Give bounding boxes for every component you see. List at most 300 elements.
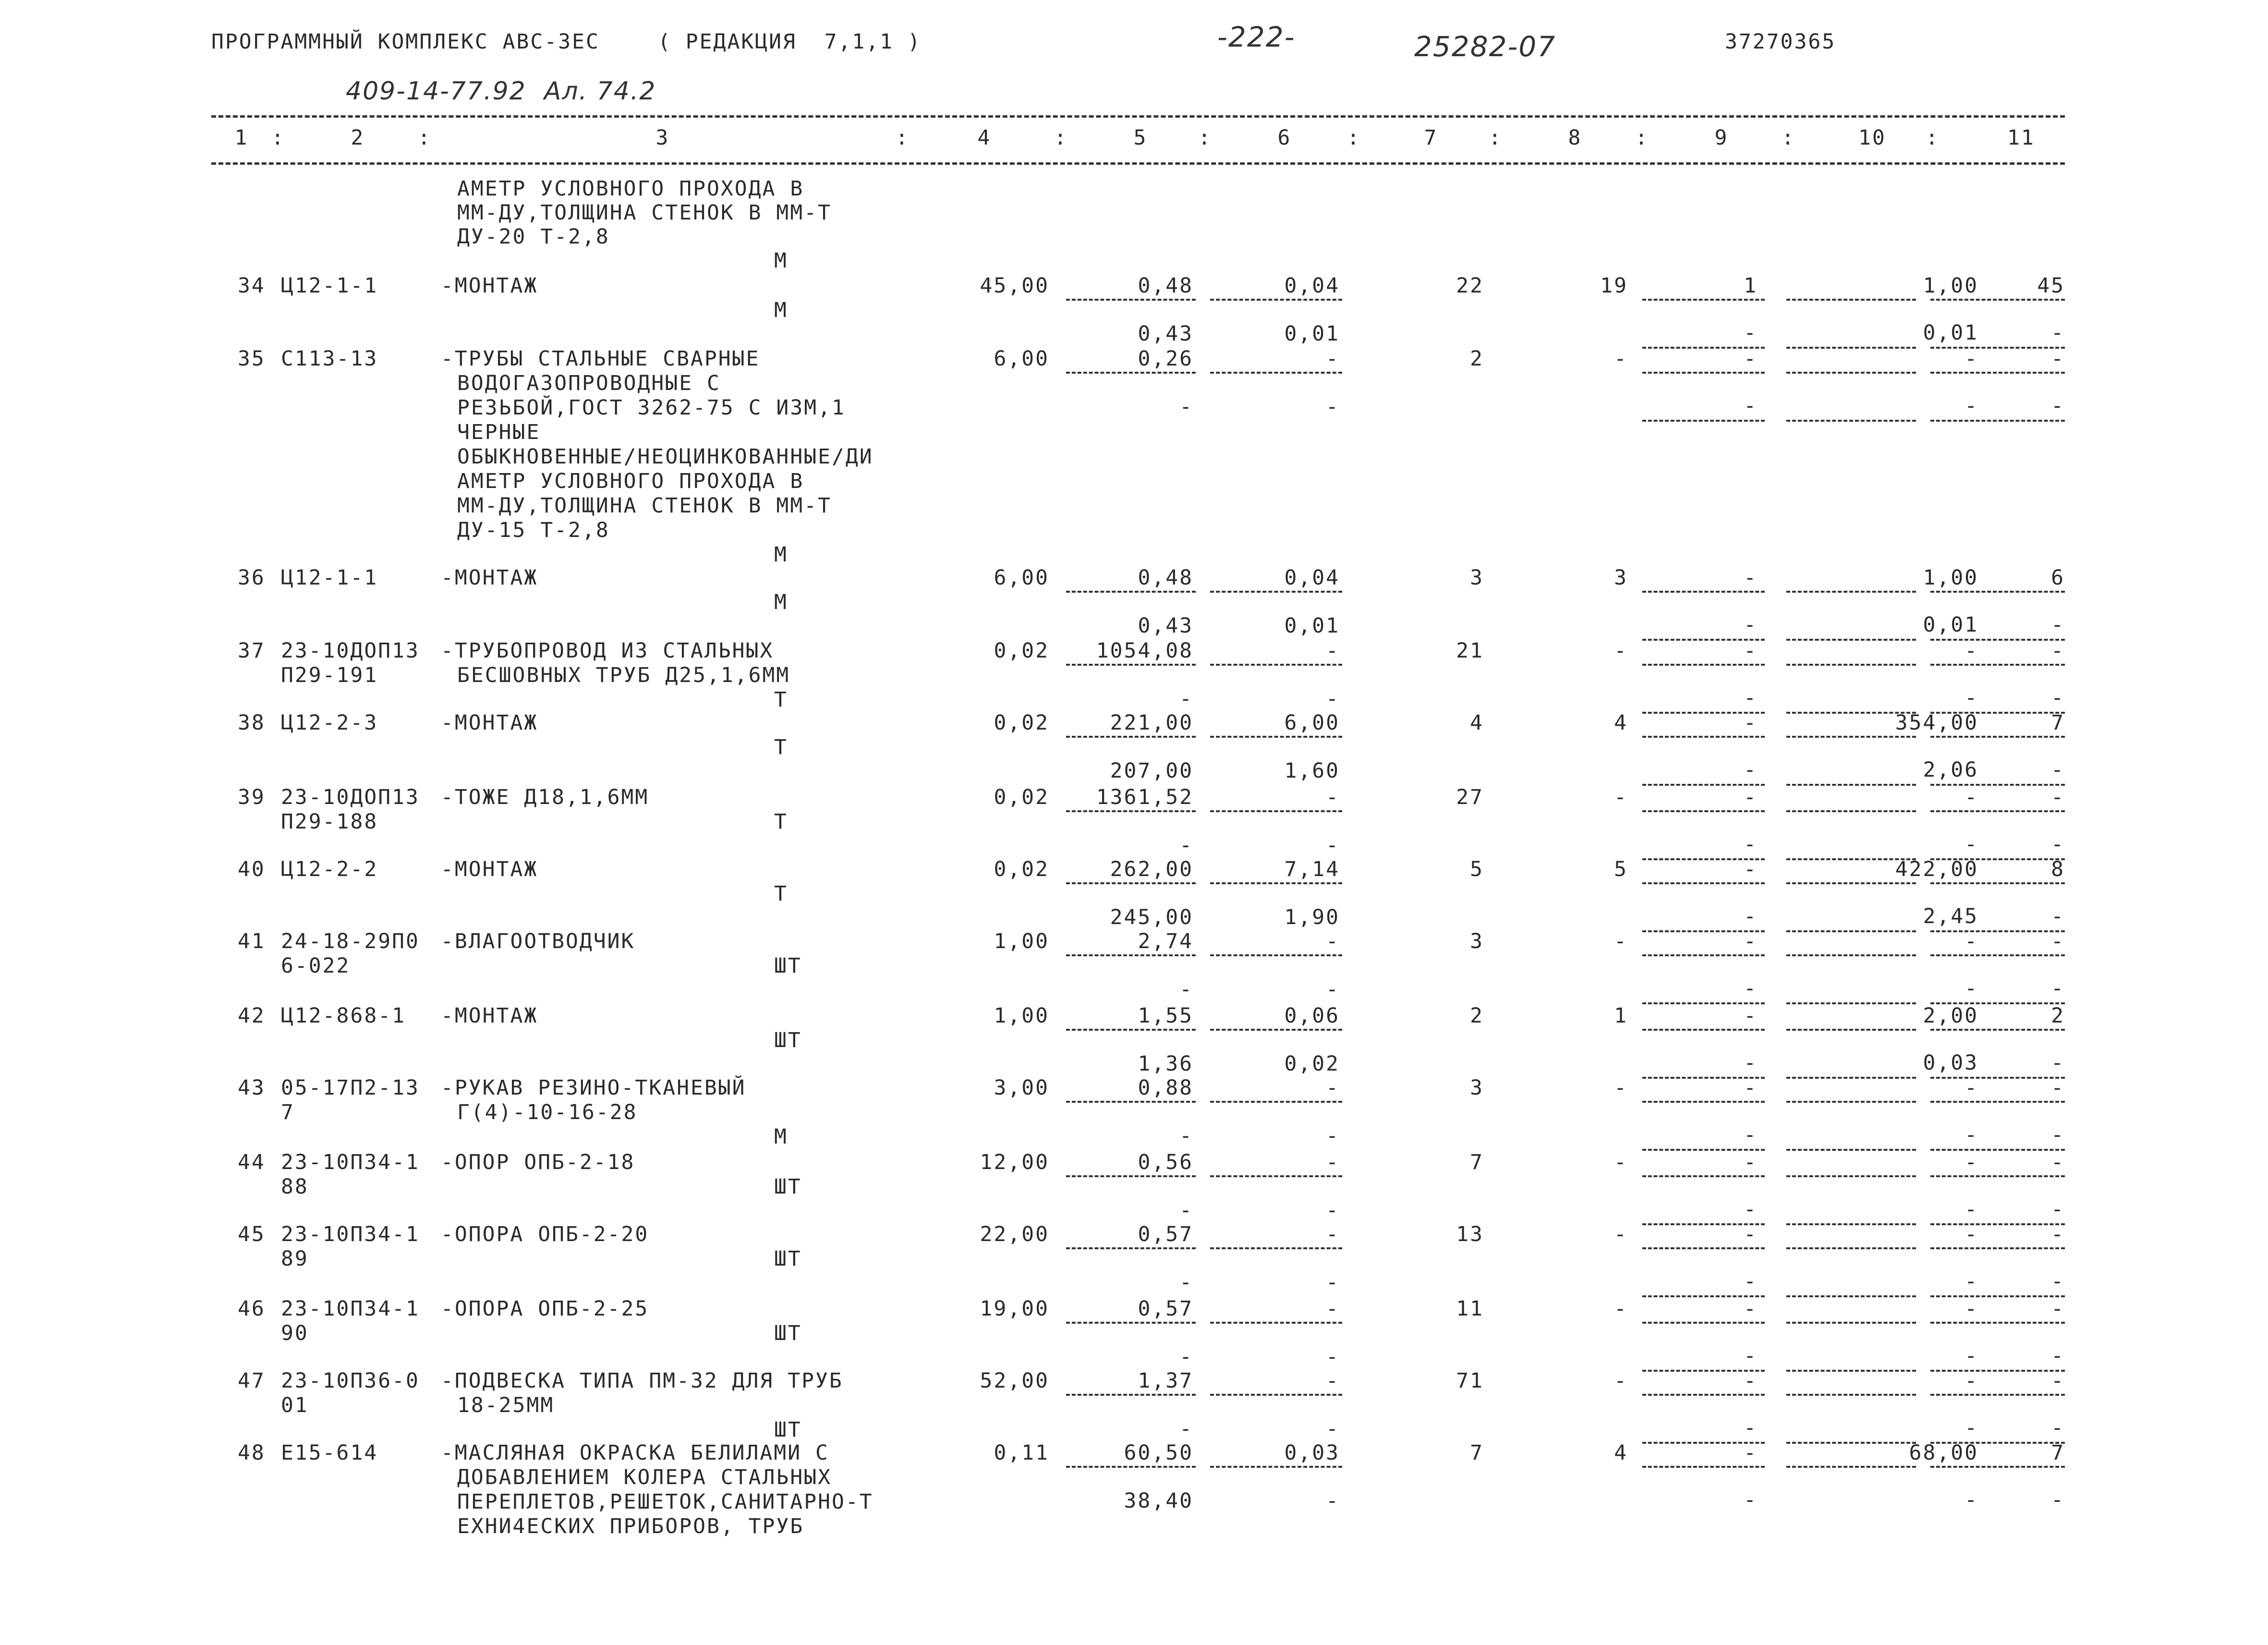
cell-col6-second: - — [1326, 395, 1340, 419]
row-description: -ОПОРА ОПБ-2-25 — [441, 1297, 649, 1321]
header-bottom-rule — [211, 162, 2065, 165]
row-number: 35 — [238, 347, 266, 371]
cell-col9-second: - — [1744, 321, 1758, 345]
cell-col5: 0,88 — [1138, 1076, 1193, 1100]
row-description: -МОНТАЖ — [441, 711, 538, 735]
cell-col6: - — [1326, 1297, 1340, 1321]
cell-col11-second: - — [2051, 321, 2065, 345]
cell-underline — [1066, 1466, 1196, 1468]
cell-underline — [1786, 810, 1916, 812]
row-unit: М — [774, 298, 788, 322]
cell-underline — [1210, 1029, 1342, 1031]
cell-col7: 22 — [1456, 274, 1484, 298]
cell-col10-second: - — [1965, 1416, 1978, 1440]
cell-underline — [1930, 420, 2065, 422]
cell-underline — [1786, 1175, 1916, 1177]
continuation-unit: М — [774, 249, 788, 273]
row-unit: Т — [774, 882, 788, 906]
cell-col6: - — [1326, 1369, 1340, 1393]
cell-col8: 4 — [1614, 1441, 1628, 1465]
cell-underline — [1786, 954, 1916, 956]
cell-col8: - — [1614, 1150, 1628, 1174]
cell-col7: 3 — [1470, 566, 1484, 590]
row-unit: Т — [774, 735, 788, 759]
cell-col9-second: - — [1744, 1197, 1758, 1221]
cell-underline — [1210, 591, 1342, 593]
cell-col9-second: - — [1744, 1123, 1758, 1147]
cell-col10-second: 0,01 — [1923, 613, 1978, 637]
row-number: 43 — [238, 1076, 266, 1100]
cell-underline — [1642, 954, 1765, 956]
cell-underline — [1066, 1101, 1196, 1103]
cell-col10: 68,00 — [1909, 1441, 1978, 1465]
cell-underline — [1930, 1101, 2065, 1103]
cell-col10: 422,00 — [1895, 857, 1978, 881]
cell-col7: 21 — [1456, 639, 1484, 663]
cell-col5-second: 0,43 — [1138, 614, 1193, 638]
cell-underline — [1786, 664, 1916, 666]
row-description: ДОБАВЛЕНИЕМ КОЛЕРА СТАЛЬНЫХ — [457, 1465, 832, 1489]
cell-col6: - — [1326, 639, 1340, 663]
row-number: 47 — [238, 1369, 266, 1393]
header-top-rule — [211, 115, 2065, 118]
cell-col4: 6,00 — [994, 566, 1049, 590]
cell-col7: 13 — [1456, 1222, 1484, 1246]
cell-underline — [1786, 420, 1916, 422]
cell-underline — [1786, 1029, 1916, 1031]
cell-col5-second: - — [1179, 977, 1193, 1001]
cell-col11: - — [2051, 1297, 2065, 1321]
cell-col10: - — [1965, 639, 1978, 663]
row-description: -ТРУБОПРОВОД ИЗ СТАЛЬНЫХ — [441, 639, 774, 663]
row-code: Ц12-1-1 — [281, 566, 378, 590]
cell-col5: 0,57 — [1138, 1297, 1193, 1321]
cell-col10: - — [1965, 1150, 1978, 1174]
cell-col6-second: 0,01 — [1284, 322, 1340, 346]
cell-col10-second: - — [1965, 976, 1978, 1000]
cell-col10: - — [1965, 1222, 1978, 1246]
cell-col9: 1 — [1744, 274, 1758, 298]
cell-underline — [1786, 299, 1916, 301]
cell-underline — [1066, 299, 1196, 301]
cell-underline — [1066, 1175, 1196, 1177]
row-description: -МАСЛЯНАЯ ОКРАСКА БЕЛИЛАМИ С — [441, 1441, 829, 1465]
cell-col9-second: - — [1744, 758, 1758, 782]
cell-col11: - — [2051, 347, 2065, 371]
cell-col7: 3 — [1470, 929, 1484, 953]
cell-col11-second: - — [2051, 1269, 2065, 1293]
cell-col4: 19,00 — [980, 1297, 1049, 1321]
cell-col6-second: - — [1326, 1124, 1340, 1148]
row-description: Г(4)-10-16-28 — [457, 1100, 638, 1124]
column-separator: : — [1489, 126, 1503, 150]
row-number: 46 — [238, 1297, 266, 1321]
row-unit: ШТ — [774, 1028, 802, 1052]
row-description: -ТОЖЕ Д18,1,6ММ — [441, 785, 649, 809]
row-unit: ШТ — [774, 1418, 802, 1442]
cell-underline — [1786, 1101, 1916, 1103]
cell-col9: - — [1744, 785, 1758, 809]
row-code: 6-022 — [281, 954, 351, 978]
cell-col9-second: - — [1744, 1344, 1758, 1368]
cell-col7: 5 — [1470, 857, 1484, 881]
cell-col9: - — [1744, 566, 1758, 590]
row-code: 23-10П34-1 — [281, 1222, 420, 1246]
cell-underline — [1642, 1247, 1765, 1249]
cell-col10: 354,00 — [1895, 711, 1978, 735]
cell-underline — [1786, 1466, 1916, 1468]
cell-col11: - — [2051, 639, 2065, 663]
row-description: ММ-ДУ,ТОЛЩИНА СТЕНОК В ММ-Т — [457, 494, 832, 518]
cell-underline — [1210, 372, 1342, 374]
column-separator: : — [1054, 126, 1068, 150]
cell-col11-second: - — [2051, 1051, 2065, 1075]
cell-underline — [1930, 736, 2065, 738]
cell-col8: 3 — [1614, 566, 1628, 590]
cell-underline — [1642, 664, 1765, 666]
cell-underline — [1210, 882, 1342, 884]
row-description: -ОПОРА ОПБ-2-20 — [441, 1222, 649, 1246]
cell-underline — [1066, 882, 1196, 884]
cell-col9: - — [1744, 929, 1758, 953]
cell-underline — [1642, 1029, 1765, 1031]
cell-col9: - — [1744, 711, 1758, 735]
cell-col10-second: - — [1965, 832, 1978, 856]
cell-col9-second: - — [1744, 1416, 1758, 1440]
column-header-9: 9 — [1714, 126, 1729, 150]
row-code: 90 — [281, 1321, 309, 1345]
cell-underline — [1930, 1175, 2065, 1177]
cell-col7: 27 — [1456, 785, 1484, 809]
cell-col9: - — [1744, 347, 1758, 371]
row-code: 23-10ДОП13 — [281, 639, 420, 663]
cell-underline — [1066, 591, 1196, 593]
cell-col6: - — [1326, 1222, 1340, 1246]
cell-underline — [1210, 810, 1342, 812]
column-header-8: 8 — [1568, 126, 1582, 150]
cell-underline — [1786, 591, 1916, 593]
cell-col10: - — [1965, 1076, 1978, 1100]
cell-col8: 1 — [1614, 1004, 1628, 1028]
cell-col11-second: - — [2051, 686, 2065, 710]
cell-col6: 0,04 — [1284, 274, 1340, 298]
cell-underline — [1642, 736, 1765, 738]
cell-col11: - — [2051, 785, 2065, 809]
column-header-5: 5 — [1133, 126, 1148, 150]
column-separator: : — [418, 126, 432, 150]
cell-col5-second: 1,36 — [1138, 1052, 1193, 1076]
row-number: 41 — [238, 929, 266, 953]
cell-underline — [1930, 882, 2065, 884]
cell-col10: 1,00 — [1923, 566, 1978, 590]
row-description: -ПОДВЕСКА ТИПА ПМ-32 ДЛЯ ТРУБ — [441, 1369, 843, 1393]
document-code: 37270365 — [1725, 30, 1836, 54]
row-code: П29-188 — [281, 810, 378, 834]
row-unit: Т — [774, 810, 788, 834]
cell-col11: 45 — [2037, 274, 2065, 298]
cell-underline — [1210, 954, 1342, 956]
row-unit: М — [774, 543, 788, 567]
row-unit: Т — [774, 688, 788, 712]
cell-col5-second: - — [1179, 1270, 1193, 1294]
cell-col9-second: - — [1744, 1488, 1758, 1512]
row-code: Ц12-2-3 — [281, 711, 378, 735]
cell-col7: 11 — [1456, 1297, 1484, 1321]
continuation-line: ДУ-20 Т-2,8 — [457, 225, 610, 249]
cell-underline — [1642, 372, 1765, 374]
cell-col11: - — [2051, 1222, 2065, 1246]
row-description: -ВЛАГООТВОДЧИК — [441, 929, 635, 953]
cell-underline — [1786, 372, 1916, 374]
cell-col11-second: - — [2051, 832, 2065, 856]
cell-col6-second: 1,90 — [1284, 905, 1340, 929]
cell-col6-second: 0,02 — [1284, 1052, 1340, 1076]
row-code: С113-13 — [281, 347, 378, 371]
cell-col5-second: 38,40 — [1124, 1489, 1193, 1513]
cell-col5: 2,74 — [1138, 929, 1193, 953]
column-header-11: 11 — [2007, 126, 2035, 150]
column-header-3: 3 — [655, 126, 670, 150]
cell-col11: 6 — [2051, 566, 2065, 590]
cell-underline — [1930, 664, 2065, 666]
row-description: -МОНТАЖ — [441, 274, 538, 298]
document-number: 25282-07 — [1414, 30, 1556, 63]
row-code: 89 — [281, 1247, 309, 1271]
cell-col6-second: - — [1326, 977, 1340, 1001]
cell-col6: - — [1326, 347, 1340, 371]
cell-col9-second: - — [1744, 1269, 1758, 1293]
row-description: ЕХНИ4ЕСКИХ ПРИБОРОВ, ТРУБ — [457, 1514, 804, 1538]
cell-col4: 0,02 — [994, 711, 1049, 735]
cell-col6: 0,04 — [1284, 566, 1340, 590]
cell-col9-second: - — [1744, 394, 1758, 418]
cell-col11: 2 — [2051, 1004, 2065, 1028]
cell-col4: 3,00 — [994, 1076, 1049, 1100]
page-number: -222- — [1217, 21, 1296, 53]
cell-col8: - — [1614, 929, 1628, 953]
column-header-4: 4 — [977, 126, 992, 150]
cell-underline — [1210, 1101, 1342, 1103]
row-number: 42 — [238, 1004, 266, 1028]
cell-underline — [1930, 299, 2065, 301]
cell-col10-second: - — [1965, 1123, 1978, 1147]
cell-underline — [1642, 810, 1765, 812]
cell-col6-second: - — [1326, 1345, 1340, 1369]
cell-underline — [1930, 954, 2065, 956]
cell-col11-second: - — [2051, 394, 2065, 418]
column-separator: : — [271, 126, 285, 150]
cell-col4: 0,02 — [994, 639, 1049, 663]
cell-col6-second: - — [1326, 1417, 1340, 1441]
cell-col5-second: - — [1179, 687, 1193, 711]
row-unit: ШТ — [774, 954, 802, 978]
row-unit: ШТ — [774, 1175, 802, 1199]
cell-col11-second: - — [2051, 1197, 2065, 1221]
cell-underline — [1930, 591, 2065, 593]
cell-underline — [1786, 1322, 1916, 1324]
handwritten-subtitle: 409-14-77.92 Ал. 74.2 — [346, 77, 656, 106]
cell-col4: 0,11 — [994, 1441, 1049, 1465]
cell-underline — [1642, 420, 1765, 422]
cell-col10: 2,00 — [1923, 1004, 1978, 1028]
cell-col11: - — [2051, 1076, 2065, 1100]
cell-underline — [1786, 882, 1916, 884]
cell-underline — [1930, 1247, 2065, 1249]
cell-col6: 6,00 — [1284, 711, 1340, 735]
row-description: РЕЗЬБОЙ,ГОСТ 3262-75 С ИЗМ,1 — [457, 396, 846, 420]
cell-underline — [1066, 810, 1196, 812]
cell-col5: 0,26 — [1138, 347, 1193, 371]
cell-col11: 8 — [2051, 857, 2065, 881]
cell-col5-second: - — [1179, 1417, 1193, 1441]
cell-underline — [1930, 372, 2065, 374]
cell-underline — [1066, 1247, 1196, 1249]
cell-underline — [1210, 1247, 1342, 1249]
column-separator: : — [1198, 126, 1212, 150]
cell-col4: 45,00 — [980, 274, 1049, 298]
cell-col4: 52,00 — [980, 1369, 1049, 1393]
row-code: 01 — [281, 1393, 309, 1417]
cell-col5-second: - — [1179, 395, 1193, 419]
cell-col8: - — [1614, 639, 1628, 663]
cell-col8: - — [1614, 1369, 1628, 1393]
row-unit: М — [774, 1125, 788, 1149]
row-code: Ц12-868-1 — [281, 1004, 406, 1028]
row-code: 23-10П34-1 — [281, 1297, 420, 1321]
row-description: ДУ-15 Т-2,8 — [457, 518, 610, 542]
row-description: ОБЫКНОВЕННЫЕ/НЕОЦИНКОВАННЫЕ/ДИ — [457, 445, 873, 469]
cell-col10: - — [1965, 1297, 1978, 1321]
cell-col8: - — [1614, 1297, 1628, 1321]
cell-col9-second: - — [1744, 904, 1758, 928]
row-description: АМЕТР УСЛОВНОГО ПРОХОДА В — [457, 469, 804, 493]
cell-col5-second: - — [1179, 1345, 1193, 1369]
cell-col10-second: - — [1965, 686, 1978, 710]
cell-underline — [1066, 1029, 1196, 1031]
cell-col7: 7 — [1470, 1441, 1484, 1465]
row-code: 7 — [281, 1100, 295, 1124]
row-code: 23-10П36-0 — [281, 1369, 420, 1393]
cell-col5-second: 245,00 — [1110, 905, 1193, 929]
row-number: 39 — [238, 785, 266, 809]
cell-col8: - — [1614, 347, 1628, 371]
row-unit: ШТ — [774, 1321, 802, 1345]
cell-underline — [1066, 1394, 1196, 1396]
cell-col5-second: - — [1179, 833, 1193, 857]
cell-col8: - — [1614, 785, 1628, 809]
cell-col10-second: - — [1965, 394, 1978, 418]
row-description: ВОДОГАЗОПРОВОДНЫЕ С — [457, 371, 721, 395]
cell-underline — [1210, 664, 1342, 666]
cell-col4: 1,00 — [994, 1004, 1049, 1028]
cell-col6: 0,03 — [1284, 1441, 1340, 1465]
cell-underline — [1642, 1175, 1765, 1177]
row-number: 37 — [238, 639, 266, 663]
row-unit: М — [774, 590, 788, 614]
cell-col6: 0,06 — [1284, 1004, 1340, 1028]
cell-col8: - — [1614, 1222, 1628, 1246]
row-description: ПЕРЕПЛЕТОВ,РЕШЕТОК,САНИТАРНО-Т — [457, 1490, 873, 1514]
cell-col6-second: - — [1326, 833, 1340, 857]
cell-underline — [1786, 736, 1916, 738]
program-title: ПРОГРАММНЫЙ КОМПЛЕКС АВС-ЗЕС — [211, 30, 600, 54]
row-code: 24-18-29П0 — [281, 929, 420, 953]
cell-col4: 22,00 — [980, 1222, 1049, 1246]
cell-col4: 0,02 — [994, 857, 1049, 881]
cell-underline — [1930, 1322, 2065, 1324]
cell-col6: - — [1326, 1150, 1340, 1174]
cell-col11-second: - — [2051, 904, 2065, 928]
row-code: Ц12-1-1 — [281, 274, 378, 298]
cell-col11-second: - — [2051, 1123, 2065, 1147]
cell-underline — [1642, 882, 1765, 884]
column-separator: : — [1347, 126, 1361, 150]
cell-col10: - — [1965, 1369, 1978, 1393]
row-description: -РУКАВ РЕЗИНО-ТКАНЕВЫЙ — [441, 1076, 746, 1100]
cell-underline — [1642, 1322, 1765, 1324]
cell-underline — [1930, 1394, 2065, 1396]
cell-col10-second: 2,06 — [1923, 758, 1978, 782]
cell-col11: 7 — [2051, 711, 2065, 735]
cell-col5: 0,57 — [1138, 1222, 1193, 1246]
column-header-6: 6 — [1277, 126, 1292, 150]
cell-col10: - — [1965, 347, 1978, 371]
cell-col7: 3 — [1470, 1076, 1484, 1100]
cell-col7: 4 — [1470, 711, 1484, 735]
continuation-line: АМЕТР УСЛОВНОГО ПРОХОДА В — [457, 177, 804, 201]
cell-col5: 1,37 — [1138, 1369, 1193, 1393]
row-description: БЕСШОВНЫХ ТРУБ Д25,1,6ММ — [457, 663, 790, 687]
cell-underline — [1642, 591, 1765, 593]
cell-col11-second: - — [2051, 976, 2065, 1000]
cell-underline — [1642, 1466, 1765, 1468]
row-description: -ТРУБЫ СТАЛЬНЫЕ СВАРНЫЕ — [441, 347, 760, 371]
cell-col5-second: - — [1179, 1198, 1193, 1222]
cell-col9-second: - — [1744, 832, 1758, 856]
cell-col5-second: - — [1179, 1124, 1193, 1148]
cell-underline — [1930, 1029, 2065, 1031]
cell-underline — [1210, 1322, 1342, 1324]
row-description: 18-25ММ — [457, 1393, 555, 1417]
cell-col11: - — [2051, 1369, 2065, 1393]
cell-col10: 1,00 — [1923, 274, 1978, 298]
row-number: 36 — [238, 566, 266, 590]
cell-col5: 221,00 — [1110, 711, 1193, 735]
column-separator: : — [1635, 126, 1649, 150]
cell-col4: 0,02 — [994, 785, 1049, 809]
cell-col5: 60,50 — [1124, 1441, 1193, 1465]
column-separator: : — [896, 126, 910, 150]
cell-col9-second: - — [1744, 1051, 1758, 1075]
cell-col11-second: - — [2051, 613, 2065, 637]
cell-col6-second: 0,01 — [1284, 614, 1340, 638]
cell-col5-second: 0,43 — [1138, 322, 1193, 346]
cell-col5: 262,00 — [1110, 857, 1193, 881]
cell-col5: 1361,52 — [1096, 785, 1193, 809]
cell-underline — [1066, 664, 1196, 666]
column-separator: : — [1782, 126, 1795, 150]
cell-col7: 7 — [1470, 1150, 1484, 1174]
cell-col11: - — [2051, 1150, 2065, 1174]
cell-col8: - — [1614, 1076, 1628, 1100]
cell-col10-second: - — [1965, 1269, 1978, 1293]
row-code: 23-10П34-1 — [281, 1150, 420, 1174]
cell-underline — [1642, 1101, 1765, 1103]
cell-col10: - — [1965, 929, 1978, 953]
column-header-2: 2 — [351, 126, 365, 150]
cell-col9: - — [1744, 1076, 1758, 1100]
cell-col9: - — [1744, 1150, 1758, 1174]
